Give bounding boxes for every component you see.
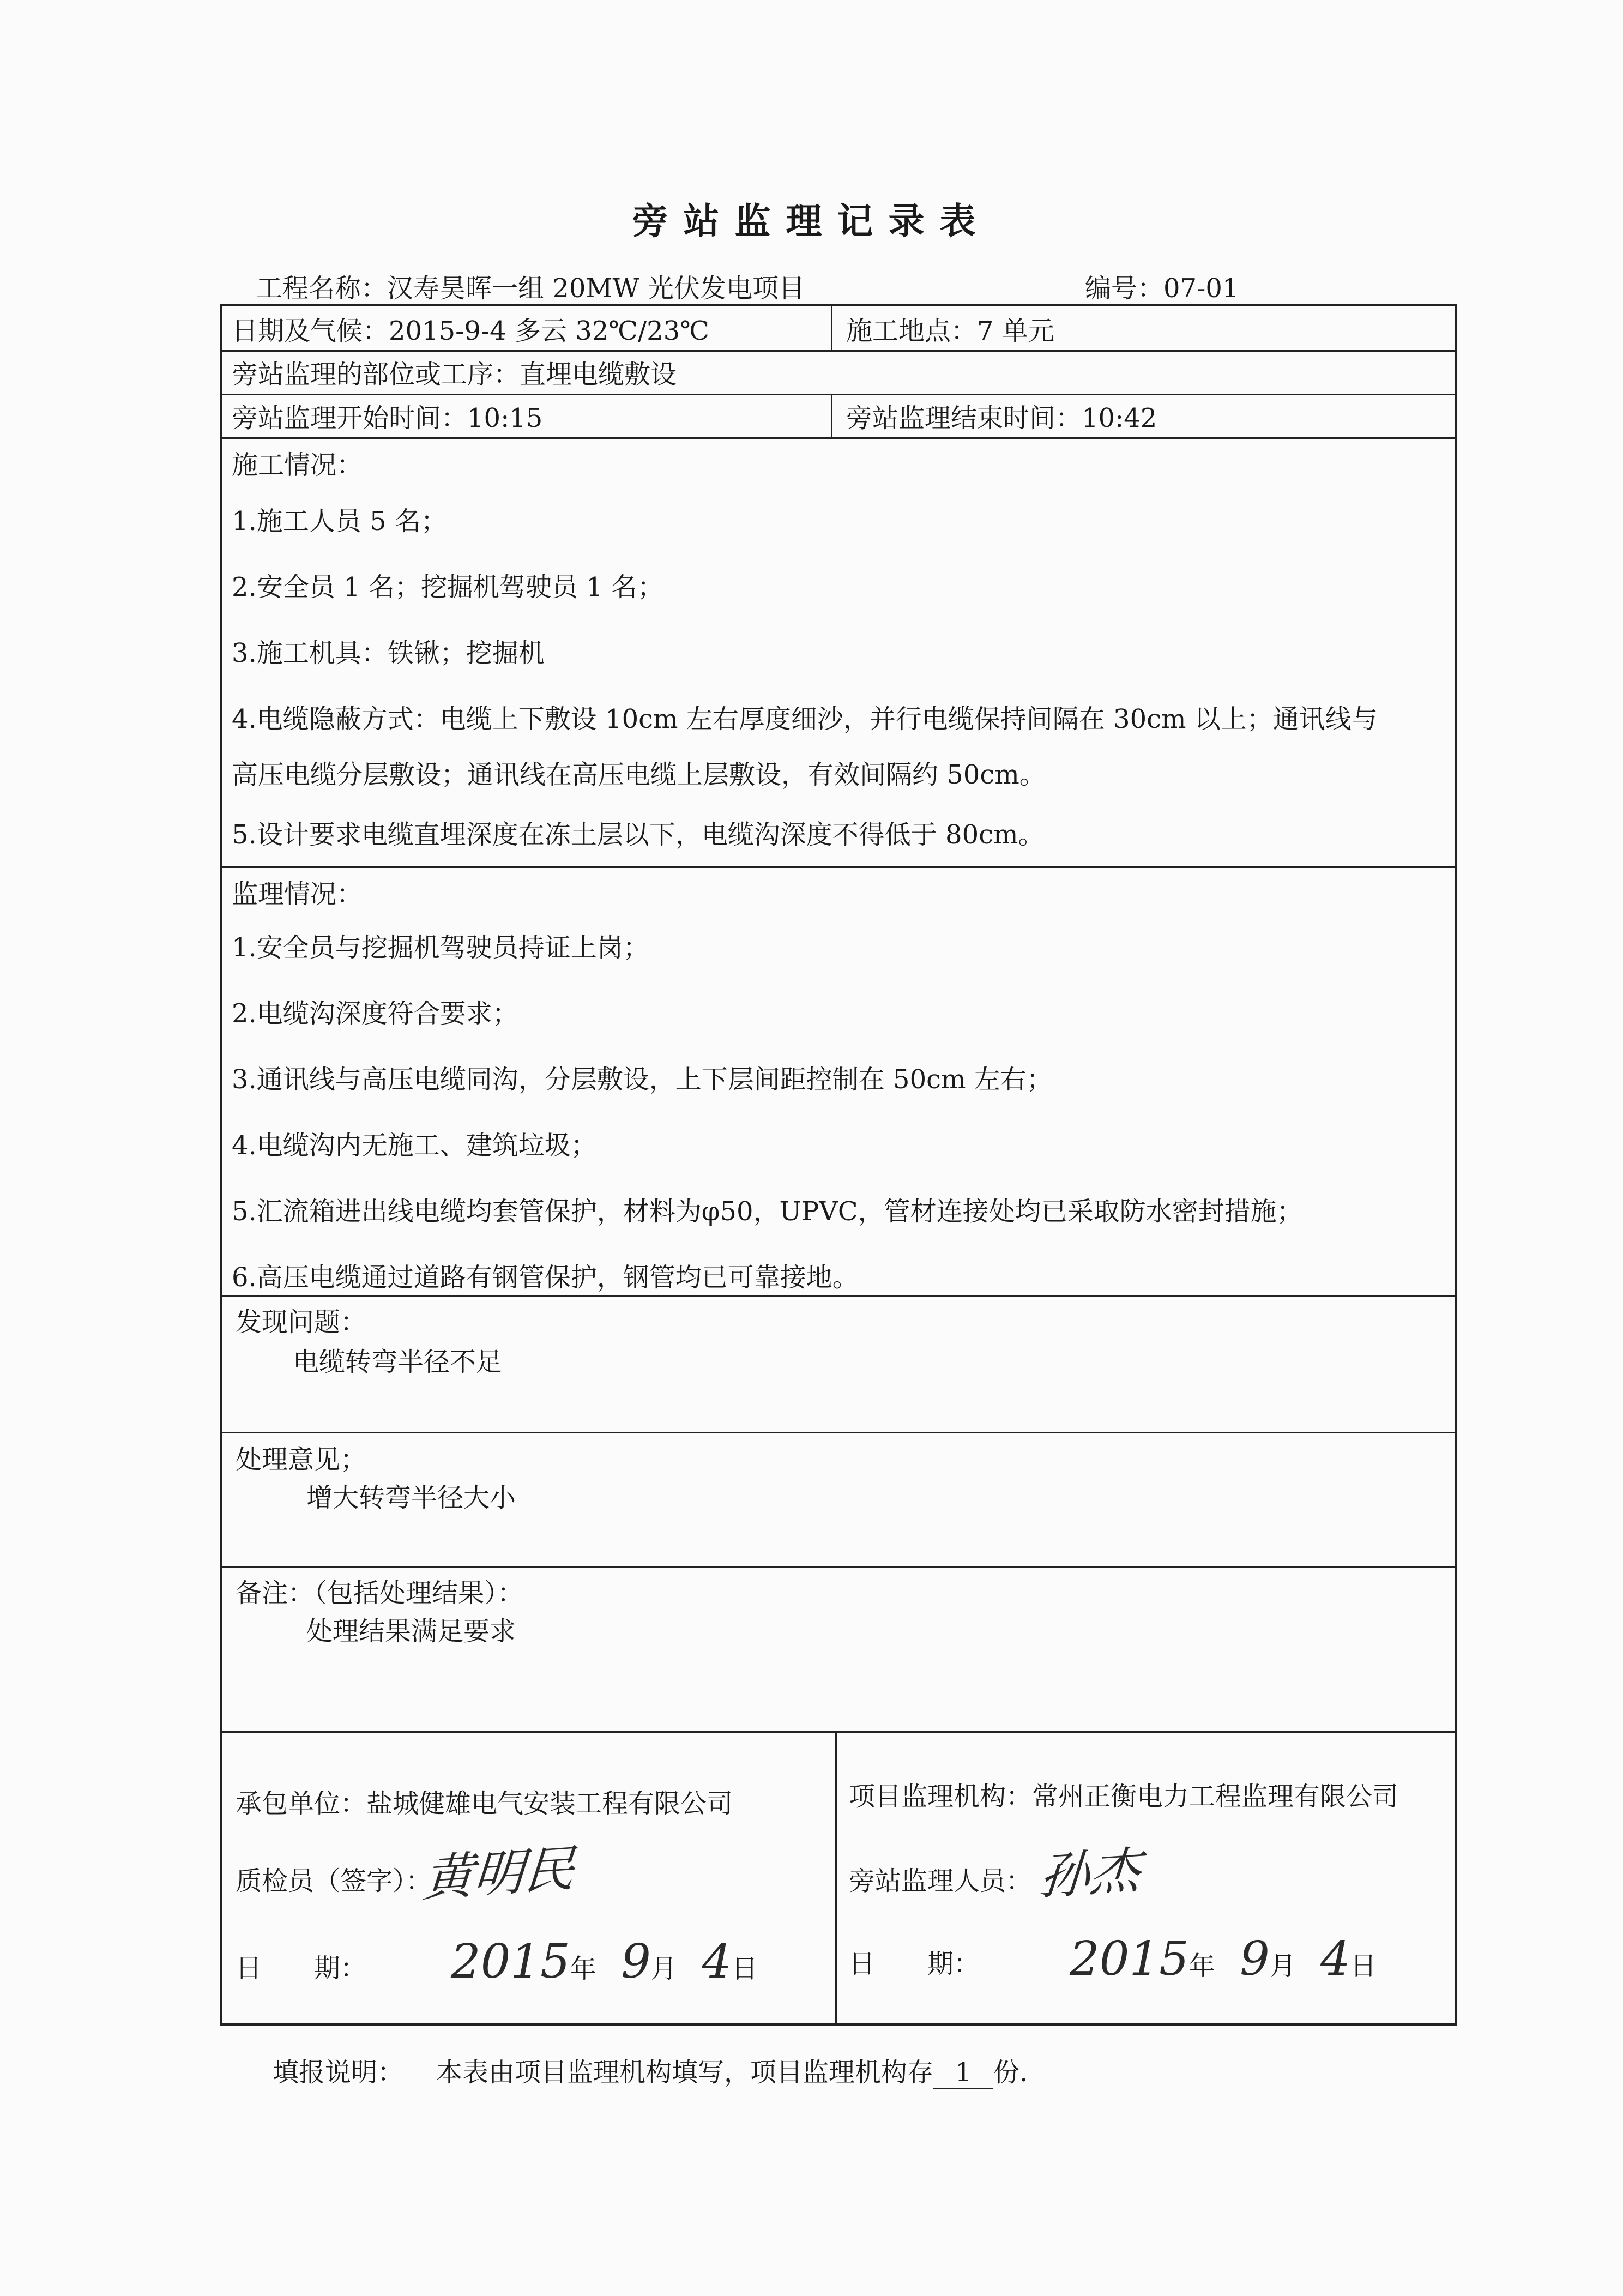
supervision-item: 4.电缆沟内无施工、建筑垃圾；	[232, 1130, 597, 1161]
right-date-day-suffix: 日	[1350, 1951, 1377, 1981]
problems-content: 电缆转弯半径不足	[293, 1347, 503, 1377]
divider	[831, 394, 832, 437]
left-date-day: 4	[702, 1935, 732, 1989]
right-date-day: 4	[1320, 1932, 1350, 1986]
right-date-label: 日 期：	[849, 1949, 980, 1979]
supervisor-org-value: 常州正衡电力工程监理有限公司	[1032, 1781, 1399, 1812]
date-weather-value: 2015-9-4 多云 32℃/23℃	[389, 316, 709, 346]
right-date-value	[1070, 1931, 1377, 1987]
start-time-value: 10:15	[467, 403, 543, 433]
rule	[222, 1566, 1455, 1568]
construction-item: 高压电缆分层敷设；通讯线在高压电缆上层敷设，有效间隔约 50cm。	[232, 760, 1046, 790]
left-date-year: 2015	[451, 1935, 570, 1989]
supervisor-org-row	[849, 1781, 1398, 1813]
right-date-year-suffix: 年	[1188, 1951, 1215, 1981]
left-date-month: 9	[621, 1935, 651, 1989]
remarks-heading: 备注：（包括处理结果）：	[236, 1578, 524, 1608]
contractor-value: 盐城健雄电气安装工程有限公司	[366, 1788, 733, 1819]
end-time-label: 旁站监理结束时间：	[846, 403, 1082, 433]
supervision-heading: 监理情况：	[232, 879, 363, 909]
footer-label: 填报说明：	[273, 2057, 404, 2088]
rule	[222, 350, 1455, 352]
left-date-value	[451, 1934, 758, 1990]
rule	[222, 1731, 1455, 1733]
supervision-item: 5.汇流箱进出线电缆均套管保护，材料为φ50，UPVC，管材连接处均已采取防水密封措施；	[232, 1196, 1303, 1227]
inspector-signature	[421, 1839, 577, 1908]
supervisor-org-label: 项目监理机构：	[849, 1781, 1033, 1812]
supervision-item: 3.通讯线与高压电缆同沟，分层敷设，上下层间距控制在 50cm 左右；	[232, 1064, 1053, 1095]
left-date-label: 日 期：	[236, 1953, 367, 1984]
project-name-label: 工程名称：	[256, 273, 388, 304]
location-row	[846, 316, 1054, 347]
handling-content: 增大转弯半径大小	[306, 1483, 516, 1513]
left-date-year-suffix: 年	[570, 1954, 596, 1984]
location-value: 7 单元	[977, 316, 1054, 346]
start-time-label: 旁站监理开始时间：	[232, 403, 468, 433]
rule	[222, 1432, 1455, 1433]
process-value: 直埋电缆敷设	[520, 359, 677, 390]
construction-item: 1.施工人员 5 名；	[232, 506, 447, 537]
problems-heading: 发现问题：	[236, 1307, 367, 1337]
project-name	[256, 267, 805, 305]
contractor-label: 承包单位：	[236, 1788, 367, 1819]
location-label: 施工地点：	[846, 316, 978, 346]
form-number-label: 编号：	[1085, 273, 1164, 304]
supervisor-label: 旁站监理人员：	[849, 1866, 1033, 1896]
inspector-label: 质检员（签字）：	[236, 1866, 432, 1896]
process-label: 旁站监理的部位或工序：	[232, 359, 520, 390]
rule	[222, 394, 1455, 395]
record-form	[220, 304, 1457, 2026]
end-time-value: 10:42	[1082, 403, 1157, 433]
rule	[222, 1295, 1455, 1297]
supervisor-row	[849, 1866, 1032, 1897]
project-name-value: 汉寿昊晖一组 20MW 光伏发电项目	[387, 273, 805, 304]
right-date-row	[849, 1949, 980, 1980]
footer-copies: 1	[933, 2057, 993, 2089]
divider	[831, 306, 832, 350]
start-time-row	[232, 403, 542, 435]
construction-item: 4.电缆隐蔽方式：电缆上下敷设 10cm 左右厚度细沙，并行电缆保持间隔在 30cm 以上；通讯线与	[232, 704, 1378, 734]
supervision-item: 6.高压电缆通过道路有钢管保护，钢管均已可靠接地。	[232, 1262, 859, 1293]
footer-text-after: 份.	[993, 2057, 1028, 2088]
left-date-row	[236, 1953, 366, 1985]
left-date-month-suffix: 月	[650, 1954, 677, 1984]
footer-note	[273, 2051, 1028, 2089]
rule	[222, 866, 1455, 868]
right-date-month: 9	[1240, 1932, 1270, 1986]
form-title: 旁站监理记录表	[632, 200, 991, 242]
divider	[835, 1731, 837, 2026]
right-date-month-suffix: 月	[1269, 1951, 1296, 1981]
supervisor-signature	[1037, 1841, 1143, 1907]
date-weather-row	[232, 316, 709, 347]
handling-heading: 处理意见；	[236, 1444, 367, 1475]
supervision-item: 2.电缆沟深度符合要求；	[232, 998, 518, 1029]
remarks-content: 处理结果满足要求	[306, 1616, 516, 1647]
form-number-value: 07-01	[1163, 273, 1239, 304]
construction-item: 5.设计要求电缆直埋深度在冻土层以下，电缆沟深度不得低于 80cm。	[232, 819, 1045, 850]
left-date-day-suffix: 日	[731, 1954, 758, 1984]
footer-text: 本表由项目监理机构填写，项目监理机构存	[436, 2057, 934, 2088]
construction-item: 2.安全员 1 名；挖掘机驾驶员 1 名；	[232, 572, 663, 602]
form-number	[1085, 267, 1239, 305]
end-time-row	[846, 403, 1157, 435]
rule	[222, 437, 1455, 439]
date-weather-label: 日期及气候：	[232, 316, 389, 346]
supervisor-signature-text: 孙杰	[1037, 1841, 1143, 1907]
process-row	[232, 359, 677, 391]
construction-heading: 施工情况：	[232, 450, 363, 480]
construction-item: 3.施工机具：铁锹；挖掘机	[232, 638, 545, 668]
inspector-signature-text: 黄明民	[421, 1839, 577, 1908]
inspector-row	[236, 1866, 432, 1897]
supervision-item: 1.安全员与挖掘机驾驶员持证上岗；	[232, 932, 649, 963]
right-date-year: 2015	[1070, 1932, 1189, 1986]
contractor-row	[236, 1788, 733, 1820]
